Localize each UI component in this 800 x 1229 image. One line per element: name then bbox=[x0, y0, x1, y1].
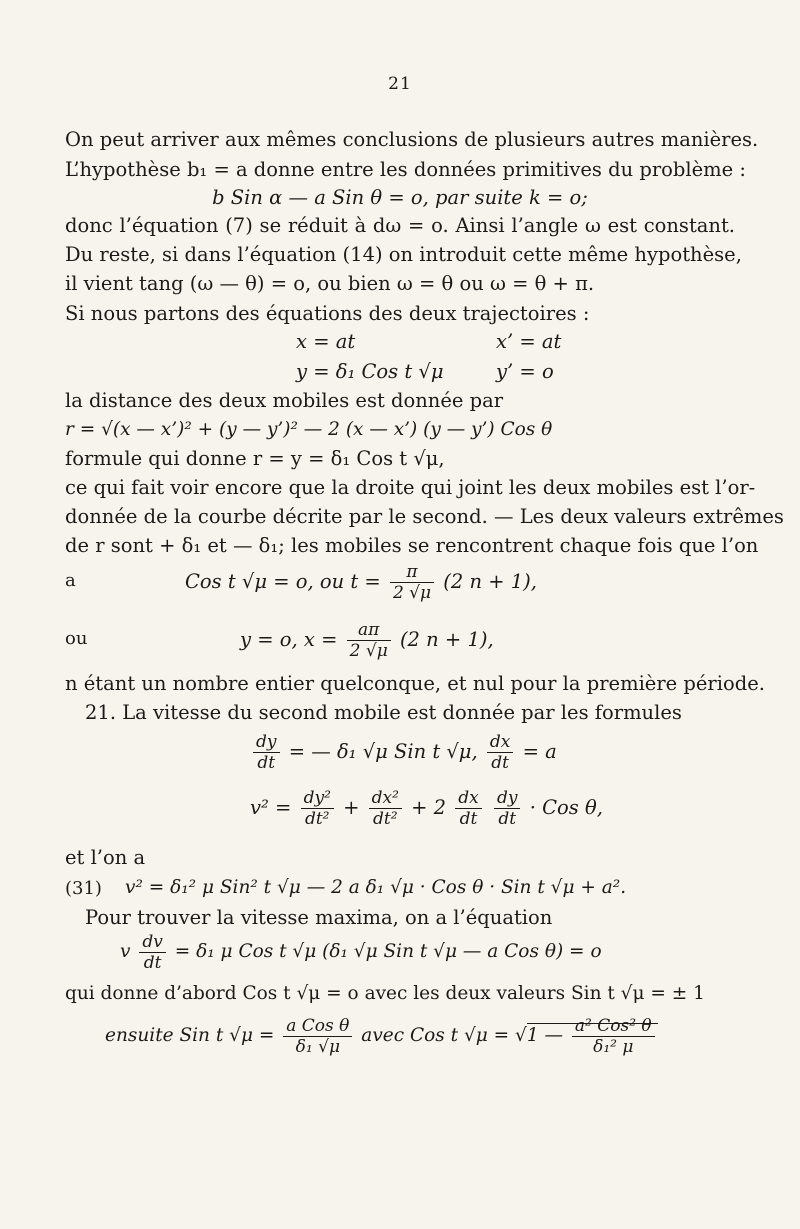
equation-v-squared bbox=[250, 784, 603, 832]
text-line: donc l’équation (7) se réduit à dω = o. Ainsi l’angle ω est constant. bbox=[65, 214, 735, 237]
fraction-numerator: dy² bbox=[301, 788, 334, 809]
fraction-numerator: a Cos θ bbox=[283, 1016, 352, 1037]
text-line: ce qui fait voir encore que la droite qui joint les deux mobiles est l’or- bbox=[65, 476, 756, 499]
fraction bbox=[347, 620, 391, 661]
section-21-intro: 21. La vitesse du second mobile est donnée par les formules bbox=[85, 701, 682, 724]
text-line: Pour trouver la vitesse maxima, on a l’équation bbox=[85, 906, 553, 929]
text-line: Si nous partons des équations des deux trajectoires : bbox=[65, 302, 590, 325]
fraction bbox=[139, 932, 166, 973]
text-line: On peut arriver aux mêmes conclusions de plusieurs autres manières. bbox=[65, 128, 759, 151]
fraction-numerator: a² Cos² θ bbox=[572, 1016, 655, 1037]
label-ou: ou bbox=[65, 628, 88, 649]
equation-x-prime: x’ = at bbox=[496, 330, 562, 353]
equation-cos-zero bbox=[185, 558, 537, 606]
fraction-denominator: dt² bbox=[373, 809, 398, 829]
fraction-denominator: δ₁² μ bbox=[593, 1036, 634, 1057]
fraction-numerator: dx bbox=[487, 732, 513, 753]
text-line: formule qui donne r = y = δ₁ Cos t √μ, bbox=[65, 447, 445, 470]
fraction-denominator: dt² bbox=[304, 809, 330, 829]
text-line: de r sont + δ₁ et — δ₁; les mobiles se rencontrent chaque fois que l’on bbox=[65, 534, 759, 557]
fraction bbox=[390, 562, 434, 603]
eq-part: ensuite Sin t √μ = bbox=[105, 1025, 275, 1046]
fraction bbox=[369, 788, 402, 829]
fraction bbox=[455, 788, 481, 829]
eq-part: v bbox=[120, 941, 131, 962]
eq-part: · Cos θ, bbox=[529, 796, 603, 819]
fraction-numerator: dv bbox=[139, 932, 166, 953]
eq-part: = δ₁ μ Cos t √μ (δ₁ √μ Sin t √μ — a Cos θ) = o bbox=[174, 941, 602, 962]
equation-dv bbox=[120, 928, 602, 976]
text-line: Du reste, si dans l’équation (14) on introduit cette même hypothèse, bbox=[65, 243, 742, 266]
eq-part: + 2 bbox=[411, 796, 447, 819]
equation-x: x = at bbox=[296, 330, 356, 353]
eq-part: = — δ₁ √μ Sin t √μ, bbox=[288, 740, 478, 763]
equation-y: y = δ₁ Cos t √μ bbox=[296, 360, 444, 383]
fraction-denominator: 2 √μ bbox=[392, 583, 432, 603]
fraction-denominator: dt bbox=[257, 753, 276, 773]
page-number: 21 bbox=[388, 74, 412, 94]
equation-31: v² = δ₁² μ Sin² t √μ — 2 a δ₁ √μ · Cos θ · Sin t √μ + a². bbox=[125, 877, 627, 898]
equation-y-zero bbox=[240, 616, 494, 664]
fraction bbox=[572, 1016, 655, 1057]
fraction bbox=[253, 732, 280, 773]
fraction-numerator: aπ bbox=[347, 620, 391, 641]
text-line: qui donne d’abord Cos t √μ = o avec les deux valeurs Sin t √μ = ± 1 bbox=[65, 983, 705, 1004]
fraction-numerator: dy bbox=[253, 732, 280, 753]
text-line: L’hypothèse b₁ = a donne entre les données primitives du problème : bbox=[65, 158, 746, 181]
text-line: il vient tang (ω — θ) = o, ou bien ω = θ ou ω = θ + π. bbox=[65, 272, 595, 295]
equation-b-sin: b Sin α — a Sin θ = o, par suite k = o; bbox=[212, 186, 588, 209]
fraction-denominator: dt bbox=[498, 809, 517, 829]
text-line: donnée de la courbe décrite par le second. — Les deux valeurs extrêmes bbox=[65, 505, 784, 528]
fraction-numerator: π bbox=[390, 562, 434, 583]
fraction bbox=[494, 788, 521, 829]
fraction-numerator: dy bbox=[494, 788, 521, 809]
fraction bbox=[487, 732, 513, 773]
eq-part: y = o, x = bbox=[240, 628, 338, 651]
eq-part: v² = bbox=[250, 796, 292, 819]
fraction-denominator: 2 √μ bbox=[349, 641, 388, 661]
label-a: a bbox=[65, 570, 76, 591]
fraction-denominator: dt bbox=[459, 809, 478, 829]
equation-velocity-components bbox=[250, 728, 557, 776]
equation-sin-cos bbox=[105, 1010, 658, 1062]
fraction-numerator: dx² bbox=[369, 788, 402, 809]
radical-body bbox=[526, 1015, 658, 1057]
fraction bbox=[283, 1016, 352, 1057]
eq-part: 1 — bbox=[526, 1025, 563, 1046]
eq-part: + bbox=[343, 796, 360, 819]
equation-distance-r: r = √(x — x’)² + (y — y’)² — 2 (x — x’) (y — y’) Cos θ bbox=[65, 419, 553, 440]
eq-part: (2 n + 1), bbox=[399, 628, 494, 651]
eq-part: Cos t √μ = o, ou t = bbox=[185, 570, 381, 593]
equation-number-31: (31) bbox=[65, 878, 102, 899]
eq-part: = a bbox=[522, 740, 557, 763]
text-line: n étant un nombre entier quelconque, et nul pour la première période. bbox=[65, 672, 765, 695]
equation-y-prime: y’ = o bbox=[496, 360, 554, 383]
fraction-numerator: dx bbox=[455, 788, 481, 809]
text-line: la distance des deux mobiles est donnée par bbox=[65, 389, 504, 412]
fraction-denominator: dt bbox=[143, 952, 162, 973]
fraction-denominator: dt bbox=[491, 753, 509, 773]
eq-part: avec Cos t √μ = bbox=[361, 1025, 510, 1046]
fraction-denominator: δ₁ √μ bbox=[295, 1036, 340, 1057]
fraction bbox=[301, 788, 334, 829]
eq-part: (2 n + 1), bbox=[443, 570, 537, 593]
text-line: et l’on a bbox=[65, 846, 146, 869]
radical-sign bbox=[515, 1025, 527, 1046]
